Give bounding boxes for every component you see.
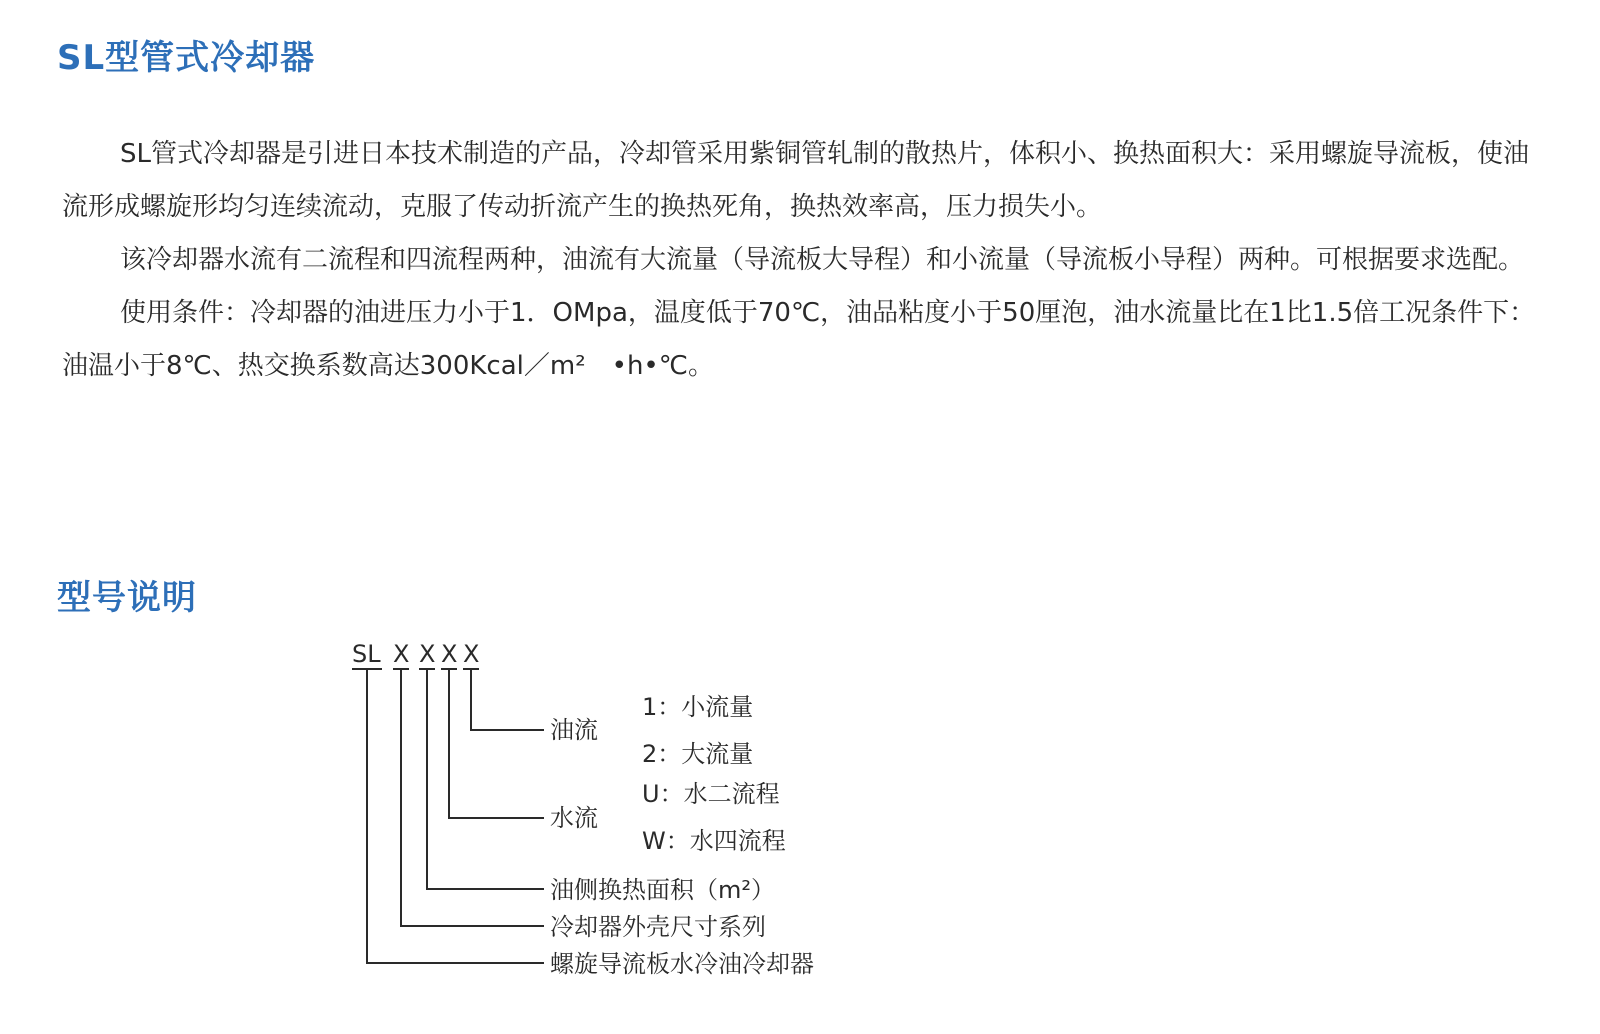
paragraph-flow-types: 该冷却器水流有二流程和四流程两种，油流有大流量（导流板大导程）和小流量（导流板小导程）两种。可根据要求选配。 (120, 245, 1525, 275)
option-oil-large: 2：大流量 (642, 740, 754, 768)
option-water-two-pass: U：水二流程 (642, 780, 780, 808)
connector-area (427, 669, 544, 889)
section-title-model: 型号说明 (57, 578, 197, 618)
connector-shell (401, 669, 544, 926)
label-area: 油侧换热面积（m²） (550, 876, 775, 904)
page-title: SL型管式冷却器 (57, 38, 316, 78)
paragraph-conditions: 使用条件：冷却器的油进压力小于1．OMpa，温度低于70℃，油品粘度小于50厘泡，油水流量比在1比1.5倍工况条件下：油温小于8℃、热交换系数高达300Kcal／m² •h•℃。 (62, 298, 1536, 381)
connector-oil (471, 669, 544, 730)
code-slot-area: X (419, 640, 436, 668)
code-slot-water: X (441, 640, 458, 668)
option-water-four-pass: W：水四流程 (642, 827, 786, 855)
code-slot-shell: X (393, 640, 410, 668)
label-type: 螺旋导流板水冷油冷却器 (550, 950, 814, 978)
code-slot-oil: X (463, 640, 480, 668)
connector-type (367, 669, 544, 963)
code-prefix: SL (352, 640, 381, 668)
option-oil-small: 1：小流量 (642, 693, 754, 721)
label-shell: 冷却器外壳尺寸系列 (550, 913, 766, 941)
connector-water (449, 669, 544, 818)
label-water-flow: 水流 (550, 804, 598, 832)
paragraph-intro: SL管式冷却器是引进日本技术制造的产品，冷却管采用紫铜管轧制的散热片，体积小、换热面积大：采用螺旋导流板，使油流形成螺旋形均匀连续流动，克服了传动折流产生的换热死角，换热效率高，压力损失小。 (62, 139, 1529, 222)
label-oil-flow: 油流 (550, 716, 598, 744)
